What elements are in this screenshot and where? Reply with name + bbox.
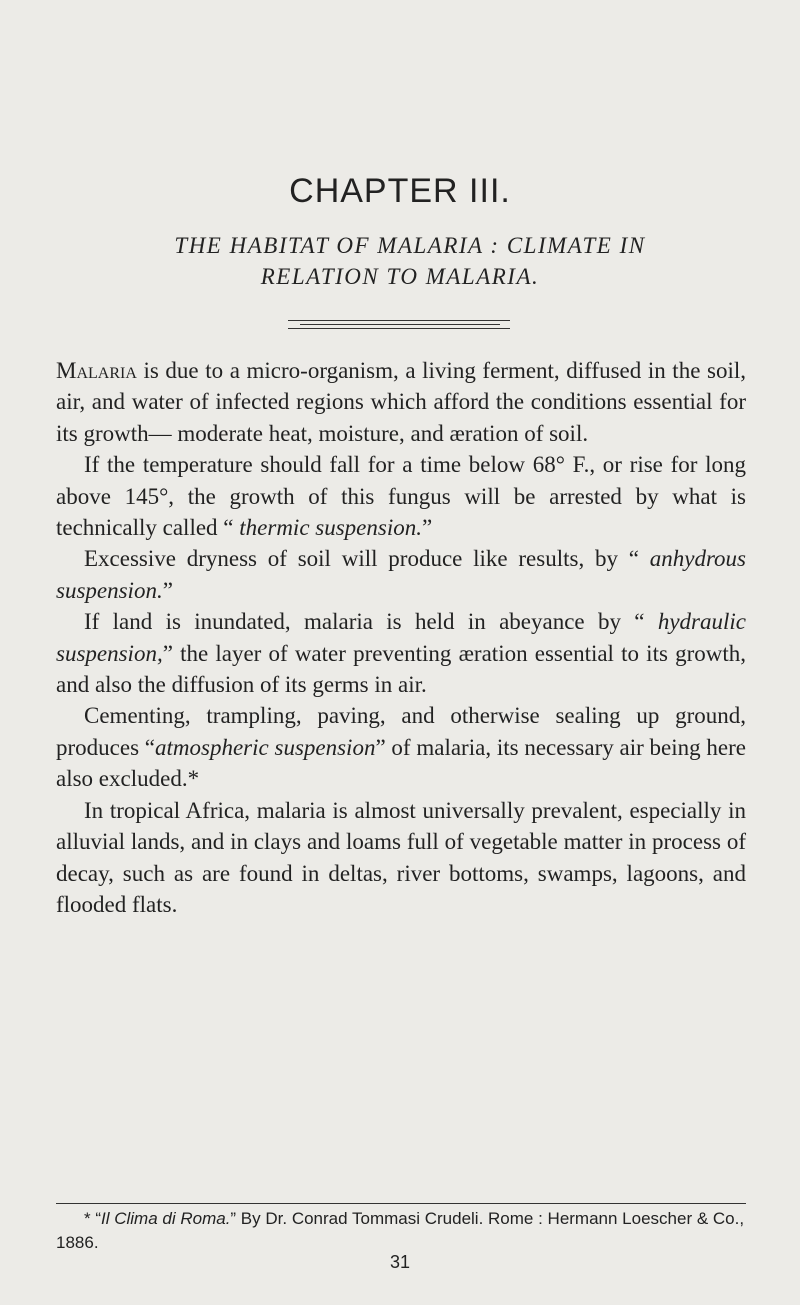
- footnote-title: Il Clima di Roma.: [101, 1209, 231, 1228]
- paragraph-2-emphasis: thermic suspension.: [239, 515, 422, 541]
- paragraph-2-close: ”: [421, 515, 433, 541]
- paragraph-4-rest: ” the layer of water preventing æration essential to its growth, and also the diffusion of its germs in air.: [56, 640, 746, 698]
- paragraph-1-text: is due to a micro-organism, a living ferment, diffused in the soil, air, and water of infected regions which afford the conditions essential for its growth— moderate heat, moisture, and æration of soil.: [56, 358, 746, 446]
- paragraph-3-text: Excessive dryness of soil will produce like results, by “: [84, 546, 650, 572]
- footnote-divider: [56, 1203, 746, 1204]
- paragraph-5-rest: ” of malaria, its necessary air being here also excluded.*: [56, 734, 746, 792]
- footnote-marker: * “: [84, 1209, 101, 1228]
- paragraph-6: In tropical Africa, malaria is almost universally prevalent, especially in alluvial lands, and in clays and loams full of vegetable matter in process of decay, such as are found in deltas, river bottoms, swamps, lagoons, and flooded flats.: [56, 797, 746, 917]
- footnote: [56, 1207, 746, 1255]
- paragraph-5-emphasis: atmospheric suspension: [155, 734, 376, 760]
- paragraph-3: [56, 543, 746, 606]
- paragraph-1: [56, 355, 746, 449]
- paragraph-3-emphasis: anhydrous suspension.: [56, 546, 746, 603]
- paragraph-2: [56, 449, 746, 543]
- ornamental-rule-middle: [300, 324, 500, 325]
- paragraph-4-text: If land is inundated, malaria is held in abeyance by “: [84, 609, 658, 635]
- paragraph-2-text: If the temperature should fall for a time below 68° F., or rise for long above 145°, the growth of this fungus will be arrested by what is technically called “: [56, 452, 746, 541]
- ornamental-rule-bottom: [288, 328, 510, 329]
- chapter-subtitle-line1: THE HABITAT OF MALARIA : CLIMATE IN: [174, 233, 646, 258]
- paragraph-3-close: ”: [162, 577, 173, 603]
- body-text: [56, 355, 746, 920]
- paragraph-5-text: Cementing, trampling, paving, and otherwise sealing up ground, produces “: [56, 703, 746, 760]
- footnote-text: ” By Dr. Conrad Tommasi Crudeli. Rome : Hermann Loescher & Co., 1886.: [56, 1209, 745, 1252]
- paragraph-1-lead: Malaria: [56, 358, 137, 383]
- paragraph-4-emphasis: hydraulic suspension,: [56, 609, 746, 666]
- chapter-subtitle-line2: RELATION TO MALARIA.: [260, 264, 540, 289]
- page-number: 31: [389, 1252, 411, 1272]
- paragraph-5: [56, 700, 746, 794]
- ornamental-rule-top: [288, 320, 510, 321]
- chapter-heading: CHAPTER III.: [289, 172, 511, 210]
- paragraph-4: [56, 606, 746, 700]
